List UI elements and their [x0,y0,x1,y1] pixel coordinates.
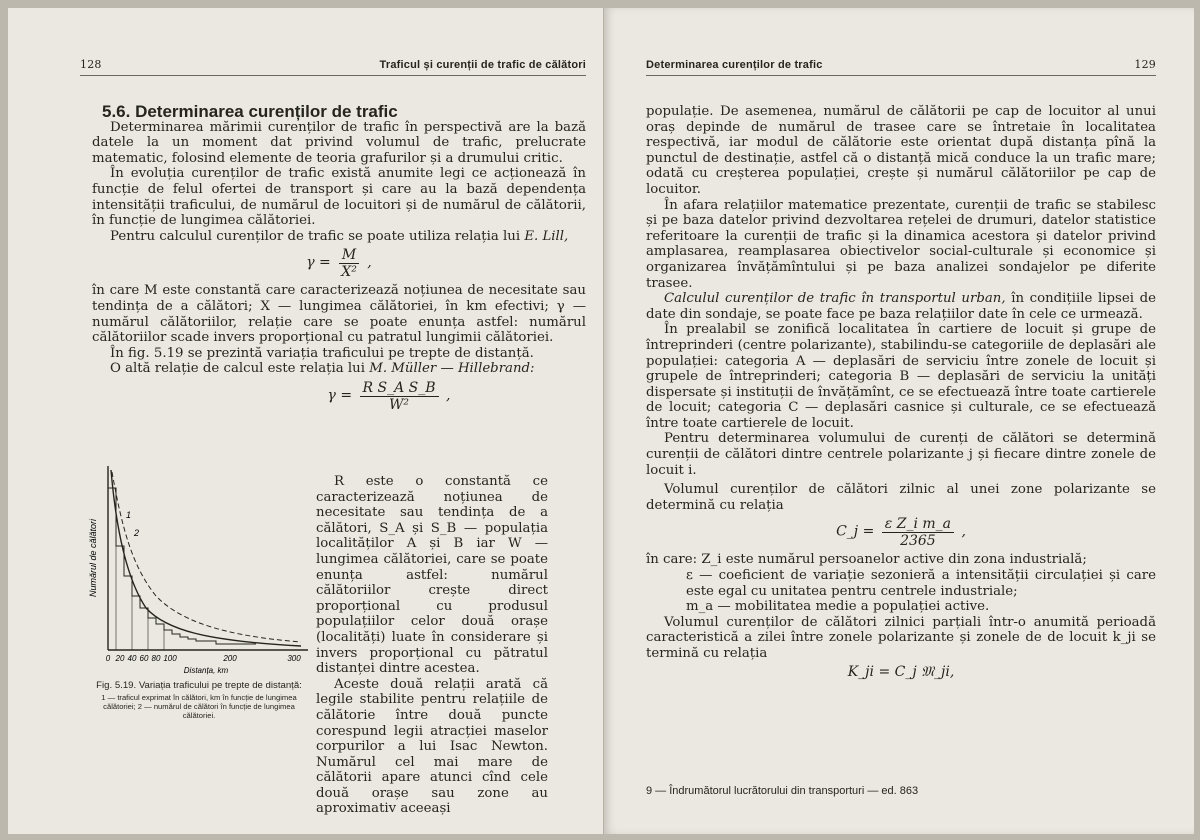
where-line: ε — coeficient de variație sezonieră a intensității circulației și care este egal cu unitatea pentru centrele industriale; [686,568,1156,599]
formula-numerator: M [339,247,359,264]
formula-muller [92,377,586,416]
formula-cj [646,513,1156,552]
paragraph: în care M este constantă care caracterizează noțiunea de necesitate sau tendința de a călători; X — lungimea călătoriei, în km efectivi; γ — numărul călătoriilor, relație care se poate enunța astfel: numărul călătoriilor scade invers proporțional cu patratul lungimii călătoriei. [92,283,586,346]
x-tick-label: 80 [151,654,161,663]
paragraph: În prealabil se zonifică localitatea în cartiere de locuit și grupe de întreprinderi (centre polarizante), stabilindu-se categoriile de deplasări ale populației: categoria A — deplasări de serviciu între zonele de locuit și grupele de întreprinderi; categoria B — deplasări de serviciu la unități dispersate și instituții de învățămînt, ce se efectuează între toate cartierele de locuit; categoria C — deplasări casnice și culturale, ce se efectuează între toate cartierele de locuit. [646,322,1156,431]
paragraph-text: O altă relație de calcul este relația lui [110,361,365,377]
formula-denominator: 2365 [900,533,936,550]
figure-caption-title: Fig. 5.19. Variația traficului pe trepte de distanță: [96,680,302,691]
paragraph: Volumul curenților de călători zilnici parțiali într-o anumită perioadă caracteristică a zilei între zonele polarizante și zonele de de locuit k_ji se termină cu relația [646,614,1156,661]
paragraph: În afara relațiilor matematice prezentate, curenții de trafic se stabilesc și pe baza datelor privind dezvoltarea rețelei de drumuri, datelor statistice referitoare la curenții de trafic și la dinamica acestora și datelor privind amplasarea, reamplasarea obiectivelor social-culturale și economice și organizarea învățămîntului și pe baza analizei sondajelor pe diferite trasee. [646,197,1156,291]
formula-lhs: γ = [327,387,353,404]
section-title: 5.6. Determinarea curenților de trafic [102,102,398,121]
right-page [604,8,1194,834]
where-line: m_a — mobilitatea medie a populației active. [686,599,990,615]
author-name: M. Müller — Hillebrand: [369,361,535,377]
curve-1 [112,472,301,642]
right-text-block [646,104,1156,683]
figure-caption-notes: 1 — traficul exprimat în călători, km în funcție de lungimea călătoriei; 2 — numărul de călători în funcție de lungimea călătoriei. [101,693,297,720]
paragraph: În evoluția curenților de trafic există anumite legi ce acționează în funcție de felul ofertei de transport și care au la bază dependența intensității traficului, de numărul de locuitori și de numărul de călătorii, în funcție de lungimea călătoriei. [92,166,586,229]
y-axis-label: Numărul de călători [88,518,98,598]
paragraph: Aceste două relații arată că legile stabilite pentru relațiile de călătorie între două puncte corespund legii atracției maselor corpurilor a lui Isac Newton. Numărul cel mai mare de călătorii apare atunci cînd cele două orașe sau zone au aproximativ aceeași [316,676,548,817]
left-running-title: Traficul și curenții de trafic de călători [379,59,586,71]
paragraph: Determinarea mărimii curenților de trafic în perspectivă are la bază datele la un moment dat privind volumul de trafic, prelucrate matematic, folosind elemente de teoria grafurilor și a drumului critic. [92,119,586,166]
x-tick-label: 60 [139,654,149,663]
paragraph: În fig. 5.19 se prezintă variația traficului pe trepte de distanță. [110,345,534,361]
right-running-title: Determinarea curenților de trafic [646,59,823,71]
figure-5-19 [86,458,312,748]
formula-lhs: γ = [306,255,331,272]
traffic-distance-chart [86,458,312,680]
left-text-block [92,104,586,416]
formula-tail: , [961,524,966,541]
x-tick-label: 20 [115,654,125,663]
left-page-number: 128 [80,58,102,71]
paragraph: populație. De asemenea, numărul de călătorii pe cap de locuitor al unui oraș depinde de numărul de trasee care se întretaie în localitatea respectivă, iar modul de călătorie este orientat după distanța pînă la punctul de destinație, astfel că o distanță mică conduce la un trafic mare; odată cu creșterea populației, crește și numărul călătoriilor pe cap de locuitor. [646,104,1156,197]
where-line: în care: Z_i este numărul persoanelor active din zona industrială; [646,552,1087,568]
formula-tail: , [446,387,451,404]
left-running-head [80,58,586,76]
formula-tail: , [367,255,372,272]
formula-denominator: W² [389,396,410,413]
formula-denominator: X² [341,264,357,281]
paragraph: Pentru determinarea volumului de curenți de călători se determină curenții de călători dintre centrele polarizante j și fiecare dintre zonele de locuit i. [646,431,1156,478]
curve-label: 2 [134,528,140,538]
formula-numerator: R S_A S_B [360,380,439,397]
x-axis-label: Distanța, km [183,666,229,675]
author-name: E. Lill, [524,228,569,244]
formula-lhs: C_j = [836,524,875,541]
figure-caption [86,680,312,720]
left-page [8,8,604,834]
formula-fraction [882,516,954,549]
formula-fraction [360,380,439,413]
x-tick-label: 300 [287,654,301,663]
paragraph-text: Pentru calculul curenților de trafic se poate utiliza relația lui [110,228,521,244]
paragraph-text: în condițiile lipsei de date din sondaje, se poate face pe baza relațiilor date în cele ce urmează. [646,291,1156,322]
paragraph [92,229,586,245]
paragraph: R este o constantă ce caracterizează noțiunea de necesitate sau tendința de a călători, S_A și S_B — populația localităților A și B iar W — lungimea călătoriei, care se poate enunța astfel: numărul călătoriilor crește direct proporțional cu produsul populațiilor celor două orașe (localități) luate în considerare și invers proporțional cu pătratul distanței dintre acestea. [316,474,548,677]
right-running-head [646,58,1156,76]
formula-kji: K_ji = C_j 𝔐_ji, [847,663,955,680]
italic-lead: Calculul curenților de trafic în transportul urban, [664,291,1006,307]
wrap-text-block [316,474,548,817]
curve-label: 1 [126,510,132,520]
x-tick-label: 0 [105,654,111,663]
x-tick-label: 40 [127,654,137,663]
paragraph [646,291,1156,322]
x-tick-label: 100 [163,654,177,663]
formula-lill [92,244,586,283]
formula-numerator: ε Z_i m_a [882,516,954,533]
x-tick-label: 200 [223,654,237,663]
paragraph [92,361,586,377]
page-footer: 9 — Îndrumătorul lucrătorului din transporturi — ed. 863 [646,785,919,797]
formula-fraction [338,247,360,280]
paragraph: Volumul curenților de călători zilnic al unei zone polarizante se determină cu relația [646,482,1156,513]
right-page-number: 129 [1134,58,1156,71]
curve-2 [111,470,301,646]
